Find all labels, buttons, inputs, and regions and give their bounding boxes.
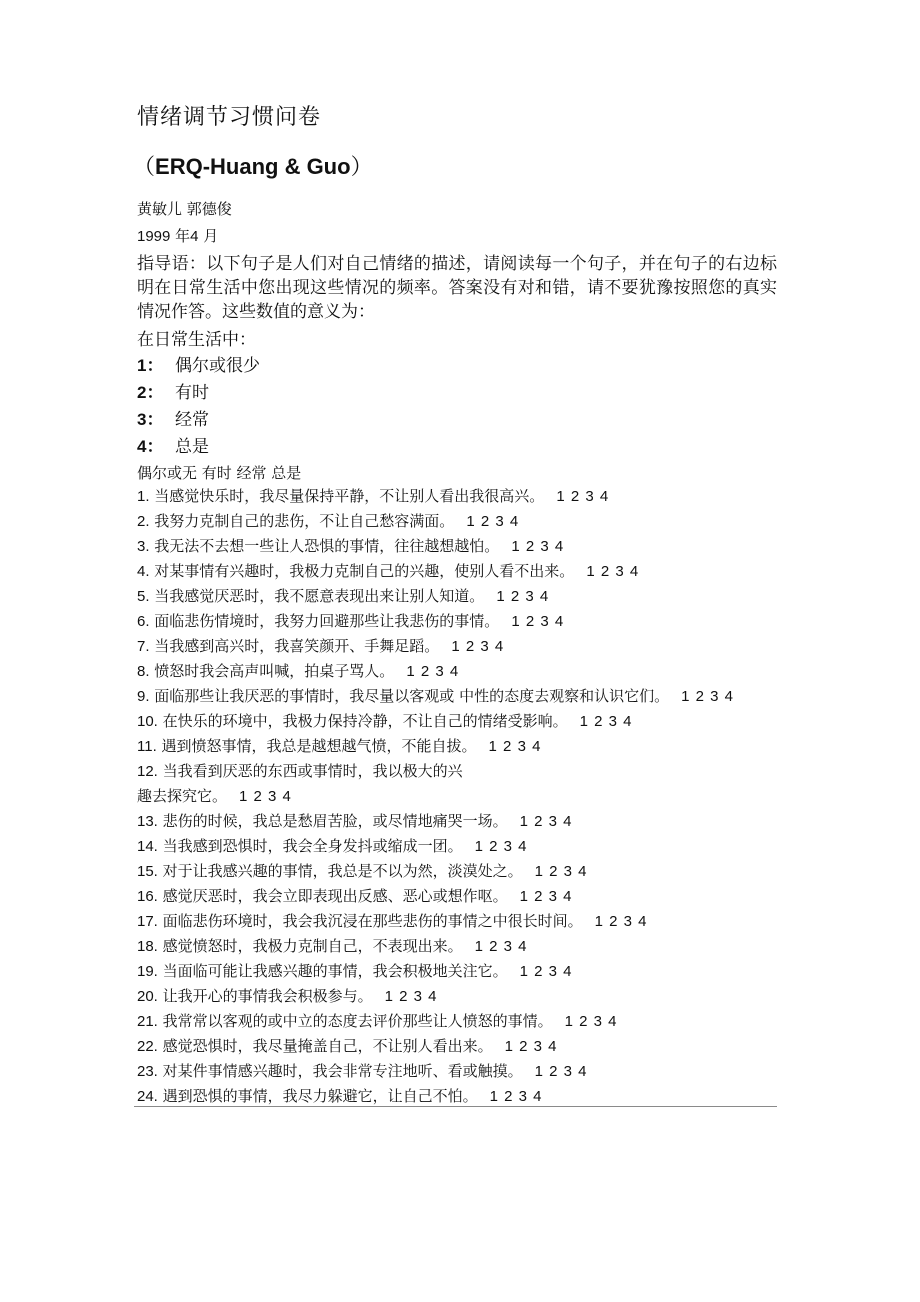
item-text: 当我看到厌恶的东西或事情时，我以极大的兴	[162, 762, 463, 780]
item-response-options: 1 2 3 4	[519, 813, 573, 830]
item-text-continuation: 趣去探究它。	[137, 787, 228, 805]
item-response-options: 1 2 3 4	[406, 663, 460, 680]
item-response-options: 1 2 3 4	[474, 838, 528, 855]
item-text: 感觉厌恶时，我会立即表现出反感、恶心或想作呕。	[162, 887, 508, 905]
questionnaire-item	[137, 1059, 777, 1084]
item-response-options: 1 2 3 4	[579, 713, 633, 730]
item-text: 感觉愤怒时，我极力克制自己，不表现出来。	[162, 937, 463, 955]
item-text: 我无法不去想一些让人恐惧的事情，往往越想越怕。	[154, 537, 500, 555]
daily-life-label: 在日常生活中：	[137, 330, 256, 350]
item-text: 当我感觉厌恶时，我不愿意表现出来让别人知道。	[154, 587, 485, 605]
item-text: 面临悲伤环境时，我会我沉浸在那些悲伤的事情之中很长时间。	[162, 912, 583, 930]
item-number: 18.	[137, 938, 158, 955]
item-number: 17.	[137, 913, 158, 930]
item-number: 23.	[137, 1063, 158, 1080]
scale-number: 2：	[137, 383, 164, 402]
document-subtitle	[133, 150, 373, 181]
date-year: 1999	[137, 228, 171, 245]
item-text: 当感觉快乐时，我尽量保持平静，不让别人看出我很高兴。	[154, 487, 545, 505]
item-response-options: 1 2 3 4	[496, 588, 550, 605]
questionnaire-item	[137, 484, 777, 509]
questionnaire-item	[137, 559, 777, 584]
item-text: 对某件事情感兴趣时，我会非常专注地听、看或触摸。	[162, 1062, 523, 1080]
scale-number: 4：	[137, 437, 164, 456]
scale-number: 1：	[137, 356, 164, 375]
item-text: 面临悲伤情境时，我努力回避那些让我悲伤的事情。	[154, 612, 500, 630]
item-response-options: 1 2 3 4	[384, 988, 438, 1005]
item-response-options: 1 2 3 4	[504, 1038, 558, 1055]
item-response-options: 1 2 3 4	[519, 888, 573, 905]
item-number: 2.	[137, 513, 150, 530]
questionnaire-item	[137, 834, 777, 859]
item-response-options: 1 2 3 4	[511, 613, 565, 630]
publication-date	[137, 225, 218, 246]
item-number: 1.	[137, 488, 150, 505]
questionnaire-item	[137, 534, 777, 559]
item-number: 24.	[137, 1088, 158, 1105]
item-number: 7.	[137, 638, 150, 655]
bottom-divider	[134, 1106, 777, 1107]
item-response-options: 1 2 3 4	[681, 688, 734, 705]
item-number: 21.	[137, 1013, 158, 1030]
item-text: 我常常以客观的或中立的态度去评价那些让人愤怒的事情。	[162, 1012, 553, 1030]
item-text: 遇到愤怒事情，我总是越想越气愤，不能自拔。	[161, 737, 477, 755]
item-text: 对于让我感兴趣的事情，我总是不以为然，淡漠处之。	[162, 862, 523, 880]
item-response-options: 1 2 3 4	[488, 738, 542, 755]
item-text: 面临那些让我厌恶的事情时，我尽量以客观或 中性的态度去观察和认识它们。	[154, 687, 670, 705]
item-number: 9.	[137, 688, 150, 705]
scale-label: 经常	[175, 410, 209, 430]
scale-item	[137, 405, 209, 430]
response-column-header: 偶尔或无 有时 经常 总是	[137, 464, 302, 482]
item-response-options: 1 2 3 4	[534, 1063, 588, 1080]
item-number: 22.	[137, 1038, 158, 1055]
date-year-char: 年	[170, 227, 191, 245]
item-response-options: 1 2 3 4	[534, 863, 588, 880]
item-number: 8.	[137, 663, 150, 680]
item-response-options: 1 2 3 4	[586, 563, 640, 580]
questionnaire-item	[137, 584, 777, 609]
instruction-paragraph: 指导语：以下句子是人们对自己情绪的描述，请阅读每一个句子，并在句子的右边标明在日常生活中您出现这些情况的频率。答案没有对和错，请不要犹豫按照您的真实情况作答。这些数值的意义为：	[137, 254, 777, 322]
item-response-options: 1 2 3 4	[451, 638, 505, 655]
scale-item	[137, 351, 260, 376]
scale-label: 总是	[175, 437, 209, 457]
scale-item	[137, 432, 209, 457]
questionnaire-item	[137, 909, 777, 934]
item-text: 对某事情有兴趣时，我极力克制自己的兴趣，使别人看不出来。	[154, 562, 575, 580]
authors: 黄敏儿 郭德俊	[137, 200, 232, 218]
item-number: 10.	[137, 713, 158, 730]
item-response-options: 1 2 3 4	[466, 513, 520, 530]
item-number: 20.	[137, 988, 158, 1005]
item-text: 在快乐的环境中，我极力保持冷静，不让自己的情绪受影响。	[162, 712, 568, 730]
document-title: 情绪调节习惯问卷	[137, 105, 322, 130]
item-number: 6.	[137, 613, 150, 630]
item-text: 让我开心的事情我会积极参与。	[162, 987, 373, 1005]
scale-label: 有时	[175, 383, 209, 403]
questionnaire-item	[137, 684, 777, 709]
item-response-options: 1 2 3 4	[594, 913, 648, 930]
date-month: 4	[190, 228, 199, 245]
item-text: 悲伤的时候，我总是愁眉苦脸，或尽情地痛哭一场。	[162, 812, 508, 830]
questionnaire-item	[137, 509, 777, 534]
item-text: 感觉恐惧时，我尽量掩盖自己，不让别人看出来。	[162, 1037, 493, 1055]
item-number: 4.	[137, 563, 150, 580]
questionnaire-item	[137, 934, 777, 959]
item-number: 19.	[137, 963, 158, 980]
questionnaire-item	[137, 759, 777, 784]
questionnaire-item	[137, 1009, 777, 1034]
item-number: 15.	[137, 863, 158, 880]
questionnaire-item	[137, 709, 777, 734]
item-text: 当面临可能让我感兴趣的事情，我会积极地关注它。	[162, 962, 508, 980]
item-number: 5.	[137, 588, 150, 605]
questionnaire-item	[137, 634, 777, 659]
item-number: 14.	[137, 838, 158, 855]
scale-item	[137, 378, 209, 403]
questionnaire-item	[137, 734, 777, 759]
item-text: 遇到恐惧的事情，我尽力躲避它，让自己不怕。	[162, 1087, 478, 1105]
item-text: 愤怒时我会高声叫喊，拍桌子骂人。	[154, 662, 395, 680]
questionnaire-item	[137, 1034, 777, 1059]
item-text: 我努力克制自己的悲伤，不让自己愁容满面。	[154, 512, 455, 530]
questionnaire-item-continuation	[137, 784, 777, 809]
item-response-options: 1 2 3 4	[564, 1013, 618, 1030]
questionnaire-item	[137, 959, 777, 984]
item-text: 当我感到高兴时，我喜笑颜开、手舞足蹈。	[154, 637, 440, 655]
item-response-options: 1 2 3 4	[511, 538, 565, 555]
date-month-char: 月	[198, 227, 219, 245]
scale-label: 偶尔或很少	[175, 356, 260, 376]
item-response-options: 1 2 3 4	[556, 488, 610, 505]
item-number: 13.	[137, 813, 158, 830]
item-response-options: 1 2 3 4	[489, 1088, 543, 1105]
questionnaire-item	[137, 884, 777, 909]
scale-number: 3：	[137, 410, 164, 429]
subtitle-latin: ERQ-Huang & Guo	[155, 154, 351, 179]
item-text: 当我感到恐惧时，我会全身发抖或缩成一团。	[162, 837, 463, 855]
questionnaire-item	[137, 809, 777, 834]
questionnaire-items	[137, 484, 777, 1109]
subtitle-close-paren: ）	[350, 155, 373, 180]
item-number: 11.	[137, 738, 157, 755]
item-number: 16.	[137, 888, 158, 905]
questionnaire-item	[137, 984, 777, 1009]
questionnaire-item	[137, 859, 777, 884]
subtitle-open-paren: （	[133, 155, 156, 180]
item-number: 12.	[137, 763, 158, 780]
item-response-options: 1 2 3 4	[239, 788, 292, 805]
item-number: 3.	[137, 538, 150, 555]
questionnaire-item	[137, 659, 777, 684]
item-response-options: 1 2 3 4	[519, 963, 573, 980]
item-response-options: 1 2 3 4	[474, 938, 528, 955]
questionnaire-item	[137, 609, 777, 634]
